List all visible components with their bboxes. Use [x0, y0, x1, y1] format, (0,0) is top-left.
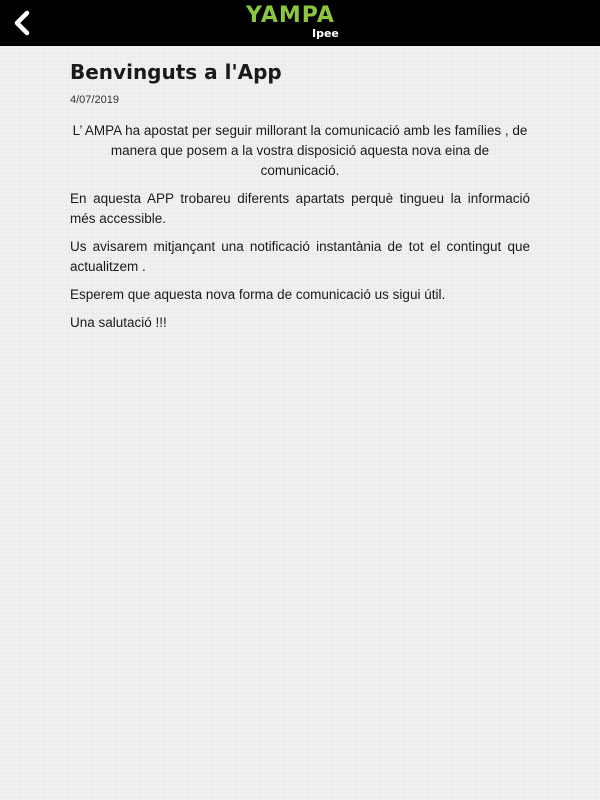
- top-bar: [0, 0, 600, 46]
- chevron-left-icon: [8, 8, 38, 38]
- article: [70, 60, 530, 341]
- article-paragraph: Us avisarem mitjançant una notificació instantània de tot el contingut que actualitzem .: [70, 239, 530, 274]
- logo-subtext: Ipee: [312, 27, 339, 40]
- article-date: 4/07/2019: [70, 94, 119, 106]
- article-body: [70, 121, 530, 333]
- article-paragraph: En aquesta APP trobareu diferents apartats perquè tingueu la informació més accessible.: [70, 191, 530, 226]
- back-button[interactable]: [8, 8, 38, 38]
- logo-text: YAMPA: [246, 3, 335, 28]
- article-paragraph: Esperem que aquesta nova forma de comunicació us sigui útil.: [70, 287, 446, 302]
- ampa-logo: [246, 4, 356, 42]
- article-paragraph: L’ AMPA ha apostat per seguir millorant la comunicació amb les famílies , de manera que posem a la vostra disposició aquesta nova eina de comunicació.: [72, 123, 528, 178]
- page-title: Benvinguts a l'App: [70, 60, 282, 84]
- article-paragraph: Una salutació !!!: [70, 315, 167, 330]
